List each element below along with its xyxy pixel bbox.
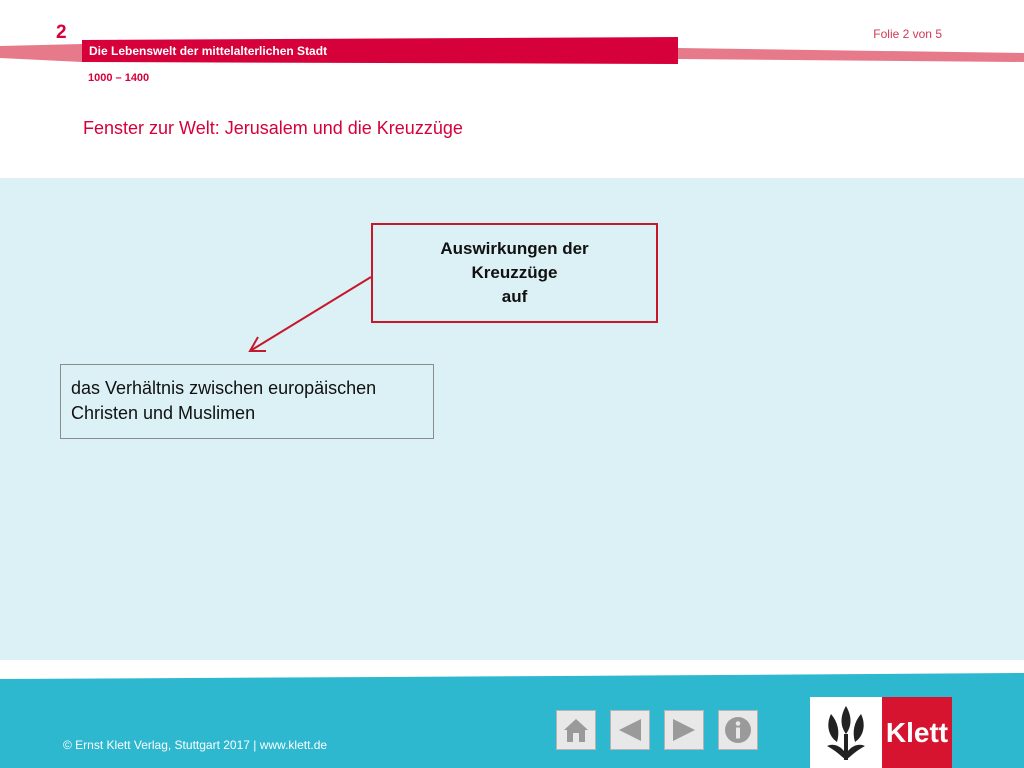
aspect-box [60,364,434,439]
chapter-title: Die Lebenswelt der mittelalterlichen Stadt [89,44,328,58]
next-button[interactable] [664,710,704,750]
info-button[interactable] [718,710,758,750]
home-icon [561,716,591,744]
copyright-text: © Ernst Klett Verlag, Stuttgart 2017 | www.klett.de [63,738,328,752]
topic-line: auf [501,287,528,306]
arrow-right-icon [669,715,699,745]
topic-line: Kreuzzüge [471,263,558,282]
period-subtitle: 1000 – 1400 [88,72,150,84]
page-title: Fenster zur Welt: Jerusalem und die Kreuzzüge [83,118,463,138]
arrow-left-icon [615,715,645,745]
logo-wordmark: Klett [882,697,952,768]
slide-counter: Folie 2 von 5 [873,27,942,41]
aspect-line: Christen und Muslimen [71,403,256,423]
previous-button[interactable] [610,710,650,750]
home-button[interactable] [556,710,596,750]
klett-emblem-icon [810,697,882,768]
topic-line: Auswirkungen der [440,239,589,258]
info-icon [723,715,753,745]
chapter-number: 2 [56,22,67,43]
topic-box [371,223,658,323]
klett-logo[interactable] [810,697,952,768]
aspect-line: das Verhältnis zwischen europäischen [71,378,377,398]
